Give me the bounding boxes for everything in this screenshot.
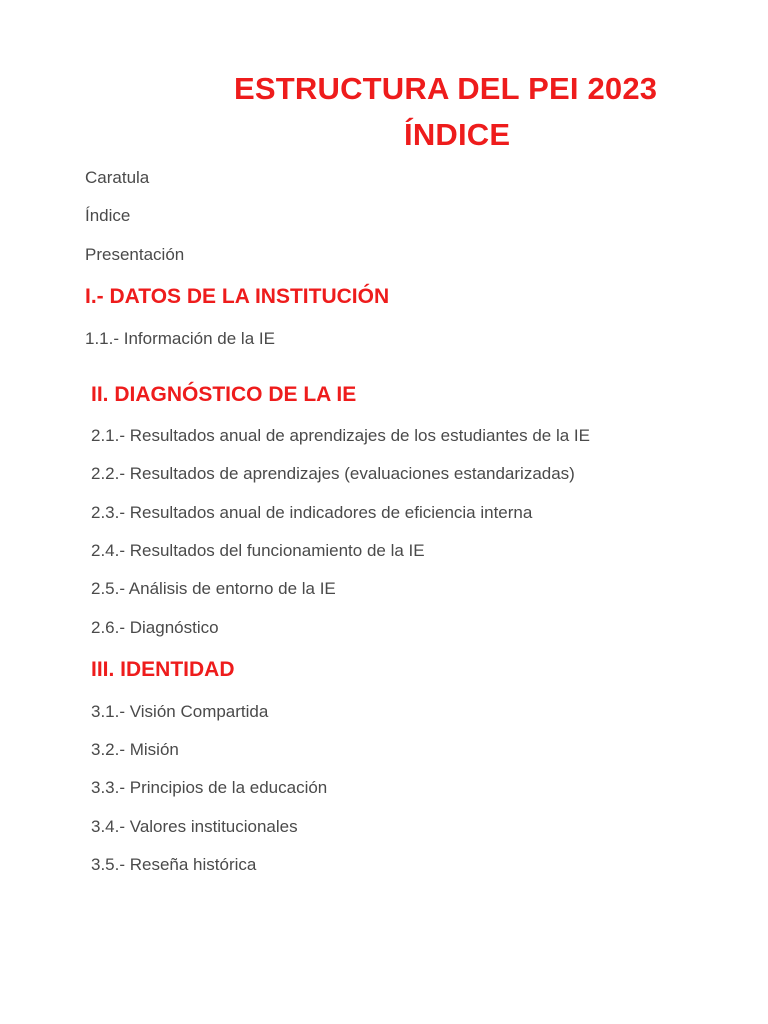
toc-entry: 2.5.- Análisis de entorno de la IE (91, 579, 336, 598)
toc-entry: 3.2.- Misión (91, 740, 179, 759)
section-heading-diagnostico: II. DIAGNÓSTICO DE LA IE (91, 383, 357, 406)
toc-entry: 3.5.- Reseña histórica (91, 855, 257, 874)
section-heading-identidad: III. IDENTIDAD (91, 658, 235, 681)
toc-entry: 3.3.- Principios de la educación (91, 778, 328, 797)
index-title: ÍNDICE (404, 117, 511, 152)
toc-entry: 1.1.- Información de la IE (85, 329, 275, 348)
toc-entry: 2.3.- Resultados anual de indicadores de eficiencia interna (91, 503, 533, 522)
toc-entry: 3.1.- Visión Compartida (91, 702, 269, 721)
toc-entry: 3.4.- Valores institucionales (91, 817, 298, 836)
toc-entry-indice: Índice (85, 206, 131, 225)
document-title: ESTRUCTURA DEL PEI 2023 (234, 71, 658, 106)
section-heading-datos: I.- DATOS DE LA INSTITUCIÓN (85, 285, 390, 308)
toc-entry: 2.6.- Diagnóstico (91, 618, 219, 637)
toc-entry: 2.1.- Resultados anual de aprendizajes de los estudiantes de la IE (91, 426, 590, 445)
toc-entry-caratula: Caratula (85, 168, 150, 187)
toc-entry: 2.2.- Resultados de aprendizajes (evaluaciones estandarizadas) (91, 464, 575, 483)
toc-entry-presentacion: Presentación (85, 245, 185, 264)
toc-entry: 2.4.- Resultados del funcionamiento de la IE (91, 541, 425, 560)
